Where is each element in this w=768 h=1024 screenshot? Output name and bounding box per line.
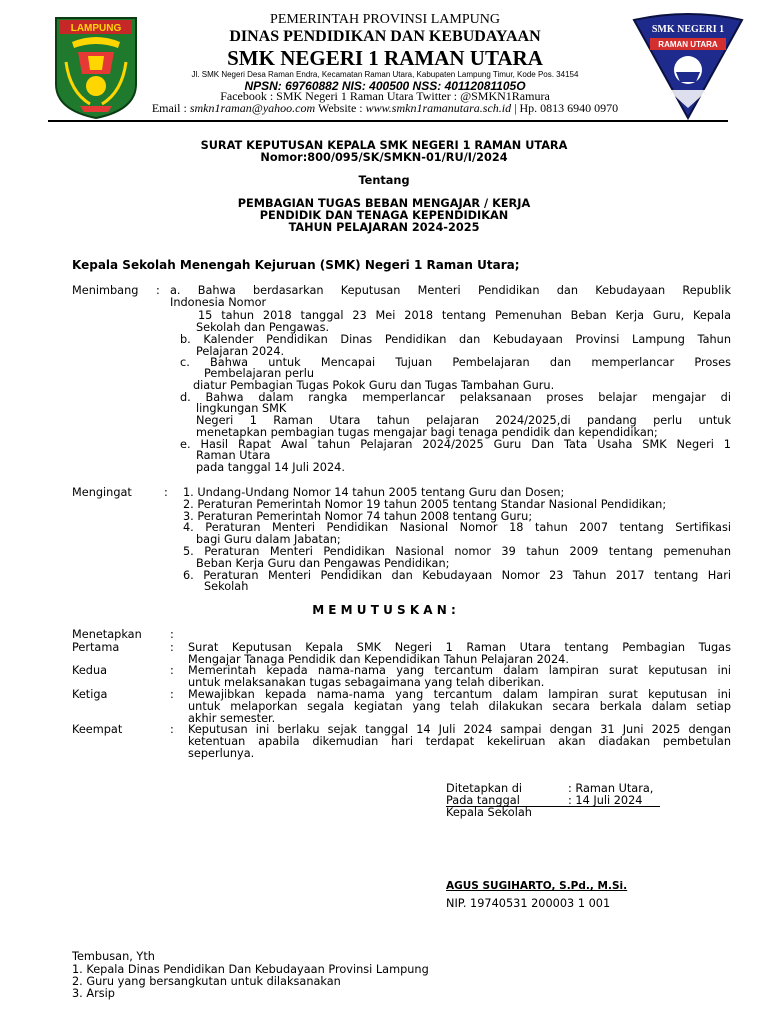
keempat-line1: Keputusan ini berlaku sejak tanggal 14 Juli 2024 sampai dengan 31 Juni 2025 dengan [188, 723, 731, 736]
letterhead-npsn: NPSN: 69760882 NIS: 400500 NSS: 40112081105O [244, 79, 526, 93]
letterhead-contact [150, 101, 620, 116]
menetapkan-colon: : [170, 628, 174, 641]
menimbang-c1: c. Bahwa untuk Mencapai Tujuan Pembelajaran dan memperlancar Proses [180, 356, 731, 369]
ketiga-colon: : [170, 688, 174, 701]
kedua-colon: : [170, 664, 174, 677]
ketiga-line3: akhir semester. [188, 712, 276, 725]
mengingat-2: 2. Peraturan Pemerintah Nomor 19 tahun 2005 tentang Standar Nasional Pendidikan; [183, 498, 667, 511]
subject-line3: TAHUN PELAJARAN 2024-2025 [288, 221, 480, 234]
tembusan-item-3: 3. Arsip [72, 987, 115, 1000]
mengingat-5a: 5. Peraturan Menteri Pendidikan Nasional nomor 39 tahun 2009 tentang pemenuhan [183, 545, 731, 558]
lampung-logo-label: LAMPUNG [70, 23, 122, 34]
mengingat-4a: 4. Peraturan Menteri Pendidikan Nasional Nomor 18 tahun 2007 tentang Sertifikasi [183, 521, 731, 534]
menimbang-label: Menimbang [72, 284, 139, 297]
menimbang-d4: menetapkan pembagian tugas mengajar bagi tenaga pendidik dan kependidikan; [196, 426, 658, 439]
school-logo-ribbon-text: RAMAN UTARA [658, 40, 718, 49]
intro-text: Kepala Sekolah Menengah Kejuruan (SMK) Negeri 1 Raman Utara; [72, 258, 520, 272]
menimbang-e3: pada tanggal 14 Juli 2024. [196, 461, 345, 474]
menimbang-colon: : [156, 284, 160, 297]
tembusan-title: Tembusan, Yth [72, 950, 155, 963]
menimbang-d2: lingkungan SMK [196, 402, 287, 415]
letterhead-divider [48, 120, 728, 122]
letterhead-line1: PEMERINTAH PROVINSI LAMPUNG [270, 12, 500, 27]
menimbang-b2: Pelajaran 2024. [196, 345, 285, 358]
signatory-name: AGUS SUGIHARTO, S.Pd., M.Si. [446, 880, 628, 892]
tembusan-item-1: 1. Kepala Dinas Pendidikan Dan Kebudayaan Provinsi Lampung [72, 963, 429, 976]
letterhead-social: Facebook : SMK Negeri 1 Raman Utara Twitter : @SMKN1Ramura [220, 89, 550, 103]
kedua-line2: untuk melaksanakan tugas sebagaimana yang telah diberikan. [188, 676, 545, 689]
menimbang-e1: e. Hasil Rapat Awal tahun Pelajaran 2024/2025 Guru Dan Tata Usaha SMK Negeri 1 [180, 438, 731, 451]
tembusan-item-2: 2. Guru yang bersangkutan untuk dilaksanakan [72, 975, 341, 988]
menimbang-d1: d. Bahwa dalam rangka memperlancar pelaksanaan proses belajar mengajar di [180, 391, 731, 404]
mengingat-4b: bagi Guru dalam Jabatan; [196, 533, 341, 546]
menimbang-c3: diatur Pembagian Tugas Pokok Guru dan Tugas Tambahan Guru. [193, 379, 555, 392]
subject-line2: PENDIDIK DAN TENAGA KEPENDIDIKAN [259, 209, 509, 222]
memutuskan-heading: M E M U T U S K A N : [312, 603, 456, 617]
decree-title: SURAT KEPUTUSAN KEPALA SMK NEGERI 1 RAMAN UTARA [200, 139, 568, 152]
mengingat-6b: Sekolah [204, 580, 249, 593]
email-value: smkn1raman@yahoo.com [189, 101, 316, 115]
lampung-logo [50, 12, 142, 122]
pertama-line1: Surat Keputusan Kepala SMK Negeri 1 Raman Utara tentang Pembagian Tugas [188, 641, 731, 654]
menetapkan-label: Menetapkan [72, 628, 142, 641]
mengingat-1: 1. Undang-Undang Nomor 14 tahun 2005 tentang Guru dan Dosen; [183, 486, 565, 499]
ketiga-line2: untuk melaporkan segala kegiatan yang telah dilakukan secara berkala dalam setiap [188, 700, 731, 713]
position-label: Kepala Sekolah [446, 806, 532, 819]
ditetapkan-value: : Raman Utara, [568, 782, 654, 795]
menimbang-d3: Negeri 1 Raman Utara tahun pelajaran 2024/2025,di pandang perlu untuk [196, 414, 731, 427]
pertama-label: Pertama [72, 641, 120, 654]
kedua-label: Kedua [72, 664, 108, 677]
kedua-line1: Memerintah kepada nama-nama yang tercantum dalam lampiran surat keputusan ini [188, 664, 731, 677]
menimbang-b1: b. Kalender Pendidikan Dinas Pendidikan dan Kebudayaan Provinsi Lampung Tahun [180, 333, 731, 346]
tanggal-label: Pada tanggal [446, 794, 520, 807]
school-logo [628, 12, 748, 122]
website-label: Website : [315, 101, 366, 115]
tentang-label: Tentang [358, 174, 410, 187]
keempat-line2: ketentuan apabila dikemudian hari terdapat kekeliruan akan diadakan pembetulan [188, 735, 731, 748]
website-value: www.smkn1ramanutara.sch.id [365, 101, 512, 115]
mengingat-colon: : [164, 486, 168, 499]
pertama-colon: : [170, 641, 174, 654]
school-logo-top-text: SMK NEGERI 1 [651, 24, 725, 35]
letterhead-school-name: SMK NEGERI 1 RAMAN UTARA [227, 46, 543, 70]
mengingat-3: 3. Peraturan Pemerintah Nomor 74 tahun 2008 tentang Guru; [183, 510, 533, 523]
ketiga-line1: Mewajibkan kepada nama-nama yang tercantum dalam lampiran surat keputusan ini [188, 688, 731, 701]
letterhead-line2: DINAS PENDIDIKAN DAN KEBUDAYAAN [229, 28, 541, 45]
menimbang-a1: a. Bahwa berdasarkan Keputusan Menteri Pendidikan dan Kebudayaan Republik [170, 284, 731, 297]
menimbang-e2: Raman Utara [196, 449, 271, 462]
pertama-line2: Mengajar Tanaga Pendidik dan Kependidikan Tahun Pelajaran 2024. [188, 653, 569, 666]
mengingat-5b: Beban Kerja Guru dan Pengawas Pendidikan; [196, 557, 450, 570]
letterhead-address: Jl. SMK Negeri Desa Raman Endra, Kecamatan Raman Utara, Kabupaten Lampung Timur, Kode Pos. 34154 [191, 70, 579, 79]
mengingat-label: Mengingat [72, 486, 132, 499]
phone-value: | Hp. 0813 6940 0970 [511, 101, 619, 115]
mengingat-6a: 6. Peraturan Menteri Pendidikan dan Kebudayaan Nomor 23 Tahun 2017 tentang Hari [183, 569, 731, 582]
subject-line1: PEMBAGIAN TUGAS BEBAN MENGAJAR / KERJA [237, 197, 531, 210]
menimbang-a2: Indonesia Nomor [170, 296, 267, 309]
keempat-line3: seperlunya. [188, 747, 255, 760]
keempat-colon: : [170, 723, 174, 736]
email-label: Email : [151, 101, 190, 115]
menimbang-a4: Sekolah dan Pengawas. [196, 321, 330, 334]
menimbang-c2: Pembelajaran perlu [204, 367, 314, 380]
ketiga-label: Ketiga [72, 688, 108, 701]
signatory-nip: NIP. 19740531 200003 1 001 [446, 897, 611, 910]
decree-number: Nomor:800/095/SK/SMKN-01/RU/I/2024 [260, 151, 508, 164]
ditetapkan-label: Ditetapkan di [446, 782, 523, 795]
menimbang-a3: 15 tahun 2018 tanggal 23 Mei 2018 tentang Pemenuhan Beban Kerja Guru, Kepala [198, 309, 731, 322]
tanggal-value: : 14 Juli 2024 [568, 794, 643, 807]
keempat-label: Keempat [72, 723, 123, 736]
